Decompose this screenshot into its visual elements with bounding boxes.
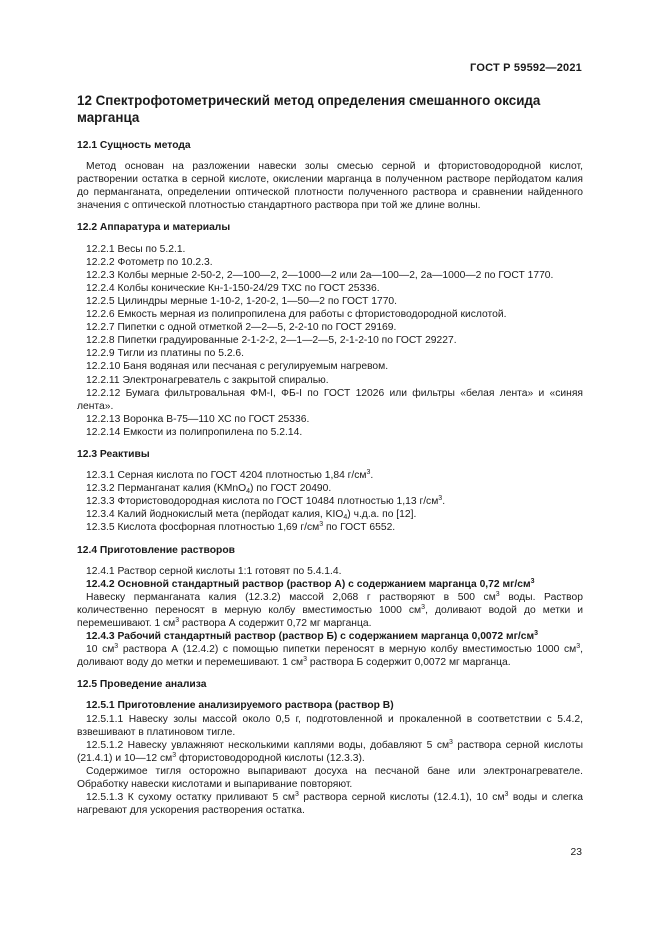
subsection-title-12-2: 12.2 Аппаратура и материалы (77, 222, 231, 234)
list-item: 12.2.9 Тигли из платины по 5.2.6. (86, 348, 244, 360)
solution-b-title: 12.4.3 Рабочий стандартный раствор (раствор Б) с содержанием марганца 0,0072 $мг/см^3$ (86, 630, 538, 643)
analysis-step: Содержимое тигля осторожно выпаривают досуха на песчаной бане или электронагревателе. Обработку навески кислотами и выпаривание повторяют. (77, 765, 583, 791)
list-item: 12.3.4 Калий йоднокислый мета (перйодат калия, $KIO_4$) ч.д.а. по [12]. (86, 509, 417, 522)
solution-a-text: Навеску перманганата калия (12.3.2) массой 2,068 г растворяют в 500 $см^3$ воды. Раствор количественно переносят в мерную колбу вместимостью 1000 $см^3$, доливают водой до метки и перемешивают. 1 $см^3$ раствора А содержит 0,72 мг марганца. (77, 590, 583, 629)
equipment-list (77, 243, 583, 439)
subsection-title-12-5: 12.5 Проведение анализа (77, 679, 207, 691)
document-code: ГОСТ Р 59592—2021 (470, 62, 582, 74)
solution-item: 12.4.1 Раствор серной кислоты 1:1 готовят по 5.4.1.4. (86, 565, 342, 577)
list-item: 12.2.5 Цилиндры мерные 1-10-2, 1-20-2, 1—50—2 по ГОСТ 1770. (86, 295, 398, 307)
solution-a-title: 12.4.2 Основной стандартный раствор (раствор А) с содержанием марганца 0,72 $мг/см^3$ (86, 577, 535, 590)
method-principle-text: Метод основан на разложении навески золы смесью серной и фтористоводородной кислот, растворении остатка в серной кислоте, окислении марганца в полученном растворе перйодатом калия до перманганата, определении оптической плотности полученного раствора и сравнении найденного значения с оптической плотностью стандартного раствора при той же длине волны. (77, 161, 583, 212)
page-number: 23 (570, 847, 582, 858)
list-item: 12.3.2 Перманганат калия (KMnO$_4$) по ГОСТ 20490. (86, 483, 332, 496)
list-item: 12.2.2 Фотометр по 10.2.3. (86, 256, 213, 268)
list-item: 12.2.10 Баня водяная или песчаная с регулируемым нагревом. (86, 361, 389, 373)
analysis-step: 12.5.1.3 К сухому остатку приливают 5 $см^3$ раствора серной кислоты (12.4.1), 10 $см^3$ воды и слегка нагревают для ускорения растворения остатка. (77, 791, 583, 817)
list-item: 12.2.11 Электронагреватель с закрытой спиралью. (86, 374, 329, 386)
subsection-title-12-4: 12.4 Приготовление растворов (77, 544, 235, 556)
list-item: 12.2.13 Воронка В-75—110 ХС по ГОСТ 25336. (86, 413, 310, 425)
analysis-step: 12.5.1.1 Навеску золы массой около 0,5 г, подготовленной и прокаленной в соответствии с 5.4.2, взвешивают в платиновом тигле. (77, 713, 583, 738)
subsection-title-12-3: 12.3 Реактивы (77, 448, 150, 460)
analysis-subtitle: 12.5.1 Приготовление анализируемого раствора (раствор В) (86, 700, 394, 712)
list-item: 12.2.8 Пипетки градуированные 2-1-2-2, 2—1—2—5, 2-1-2-10 по ГОСТ 29227. (86, 335, 457, 347)
list-item: 12.2.3 Колбы мерные 2-50-2, 2—100—2, 2—1000—2 или 2а—100—2, 2а—1000—2 по ГОСТ 1770. (86, 269, 554, 281)
solution-b-text: 10 $см^3$ раствора А (12.4.2) с помощью пипетки переносят в мерную колбу вместимостью 1000 $см^3$, доливают воду до метки и перемешивают. 1 $см^3$ раствора Б содержит 0,0072 мг марганца. (77, 643, 583, 669)
list-item: 12.3.5 Кислота фосфорная плотностью 1,69 $г/см^3$ по ГОСТ 6552. (86, 521, 396, 534)
list-item: 12.2.14 Емкости из полипропилена по 5.2.14. (86, 426, 303, 438)
list-item: 12.2.6 Емкость мерная из полипропилена для работы с фтористоводородной кислотой. (86, 309, 507, 321)
analysis-step: 12.5.1.2 Навеску увлажняют несколькими каплями воды, добавляют 5 $см^3$ раствора серной кислоты (21.4.1) и 10—12 $см^3$ фтористоводородной кислоты (12.3.3). (77, 738, 583, 764)
subsection-title-12-1: 12.1 Сущность метода (77, 140, 191, 151)
reagents-list (77, 469, 583, 534)
list-item: 12.3.1 Серная кислота по ГОСТ 4204 плотностью 1,84 $г/см^3$. (86, 469, 374, 482)
page-content (77, 92, 583, 817)
list-item: 12.2.1 Весы по 5.2.1. (86, 243, 186, 255)
list-item: 12.2.7 Пипетки с одной отметкой 2—2—5, 2-2-10 по ГОСТ 29169. (86, 322, 397, 334)
list-item: 12.2.4 Колбы конические Кн-1-150-24/29 ТХС по ГОСТ 25336. (86, 282, 380, 294)
list-item: 12.3.3 Фтористоводородная кислота по ГОСТ 10484 плотностью 1,13 $г/см^3$. (86, 495, 446, 508)
section-title: 12 Спектрофотометрический метод определения смешанного оксида марганца (77, 93, 541, 125)
list-item: 12.2.12 Бумага фильтровальная ФМ-I, ФБ-I по ГОСТ 12026 или фильтры «белая лента» и «синяя лента». (77, 387, 583, 412)
